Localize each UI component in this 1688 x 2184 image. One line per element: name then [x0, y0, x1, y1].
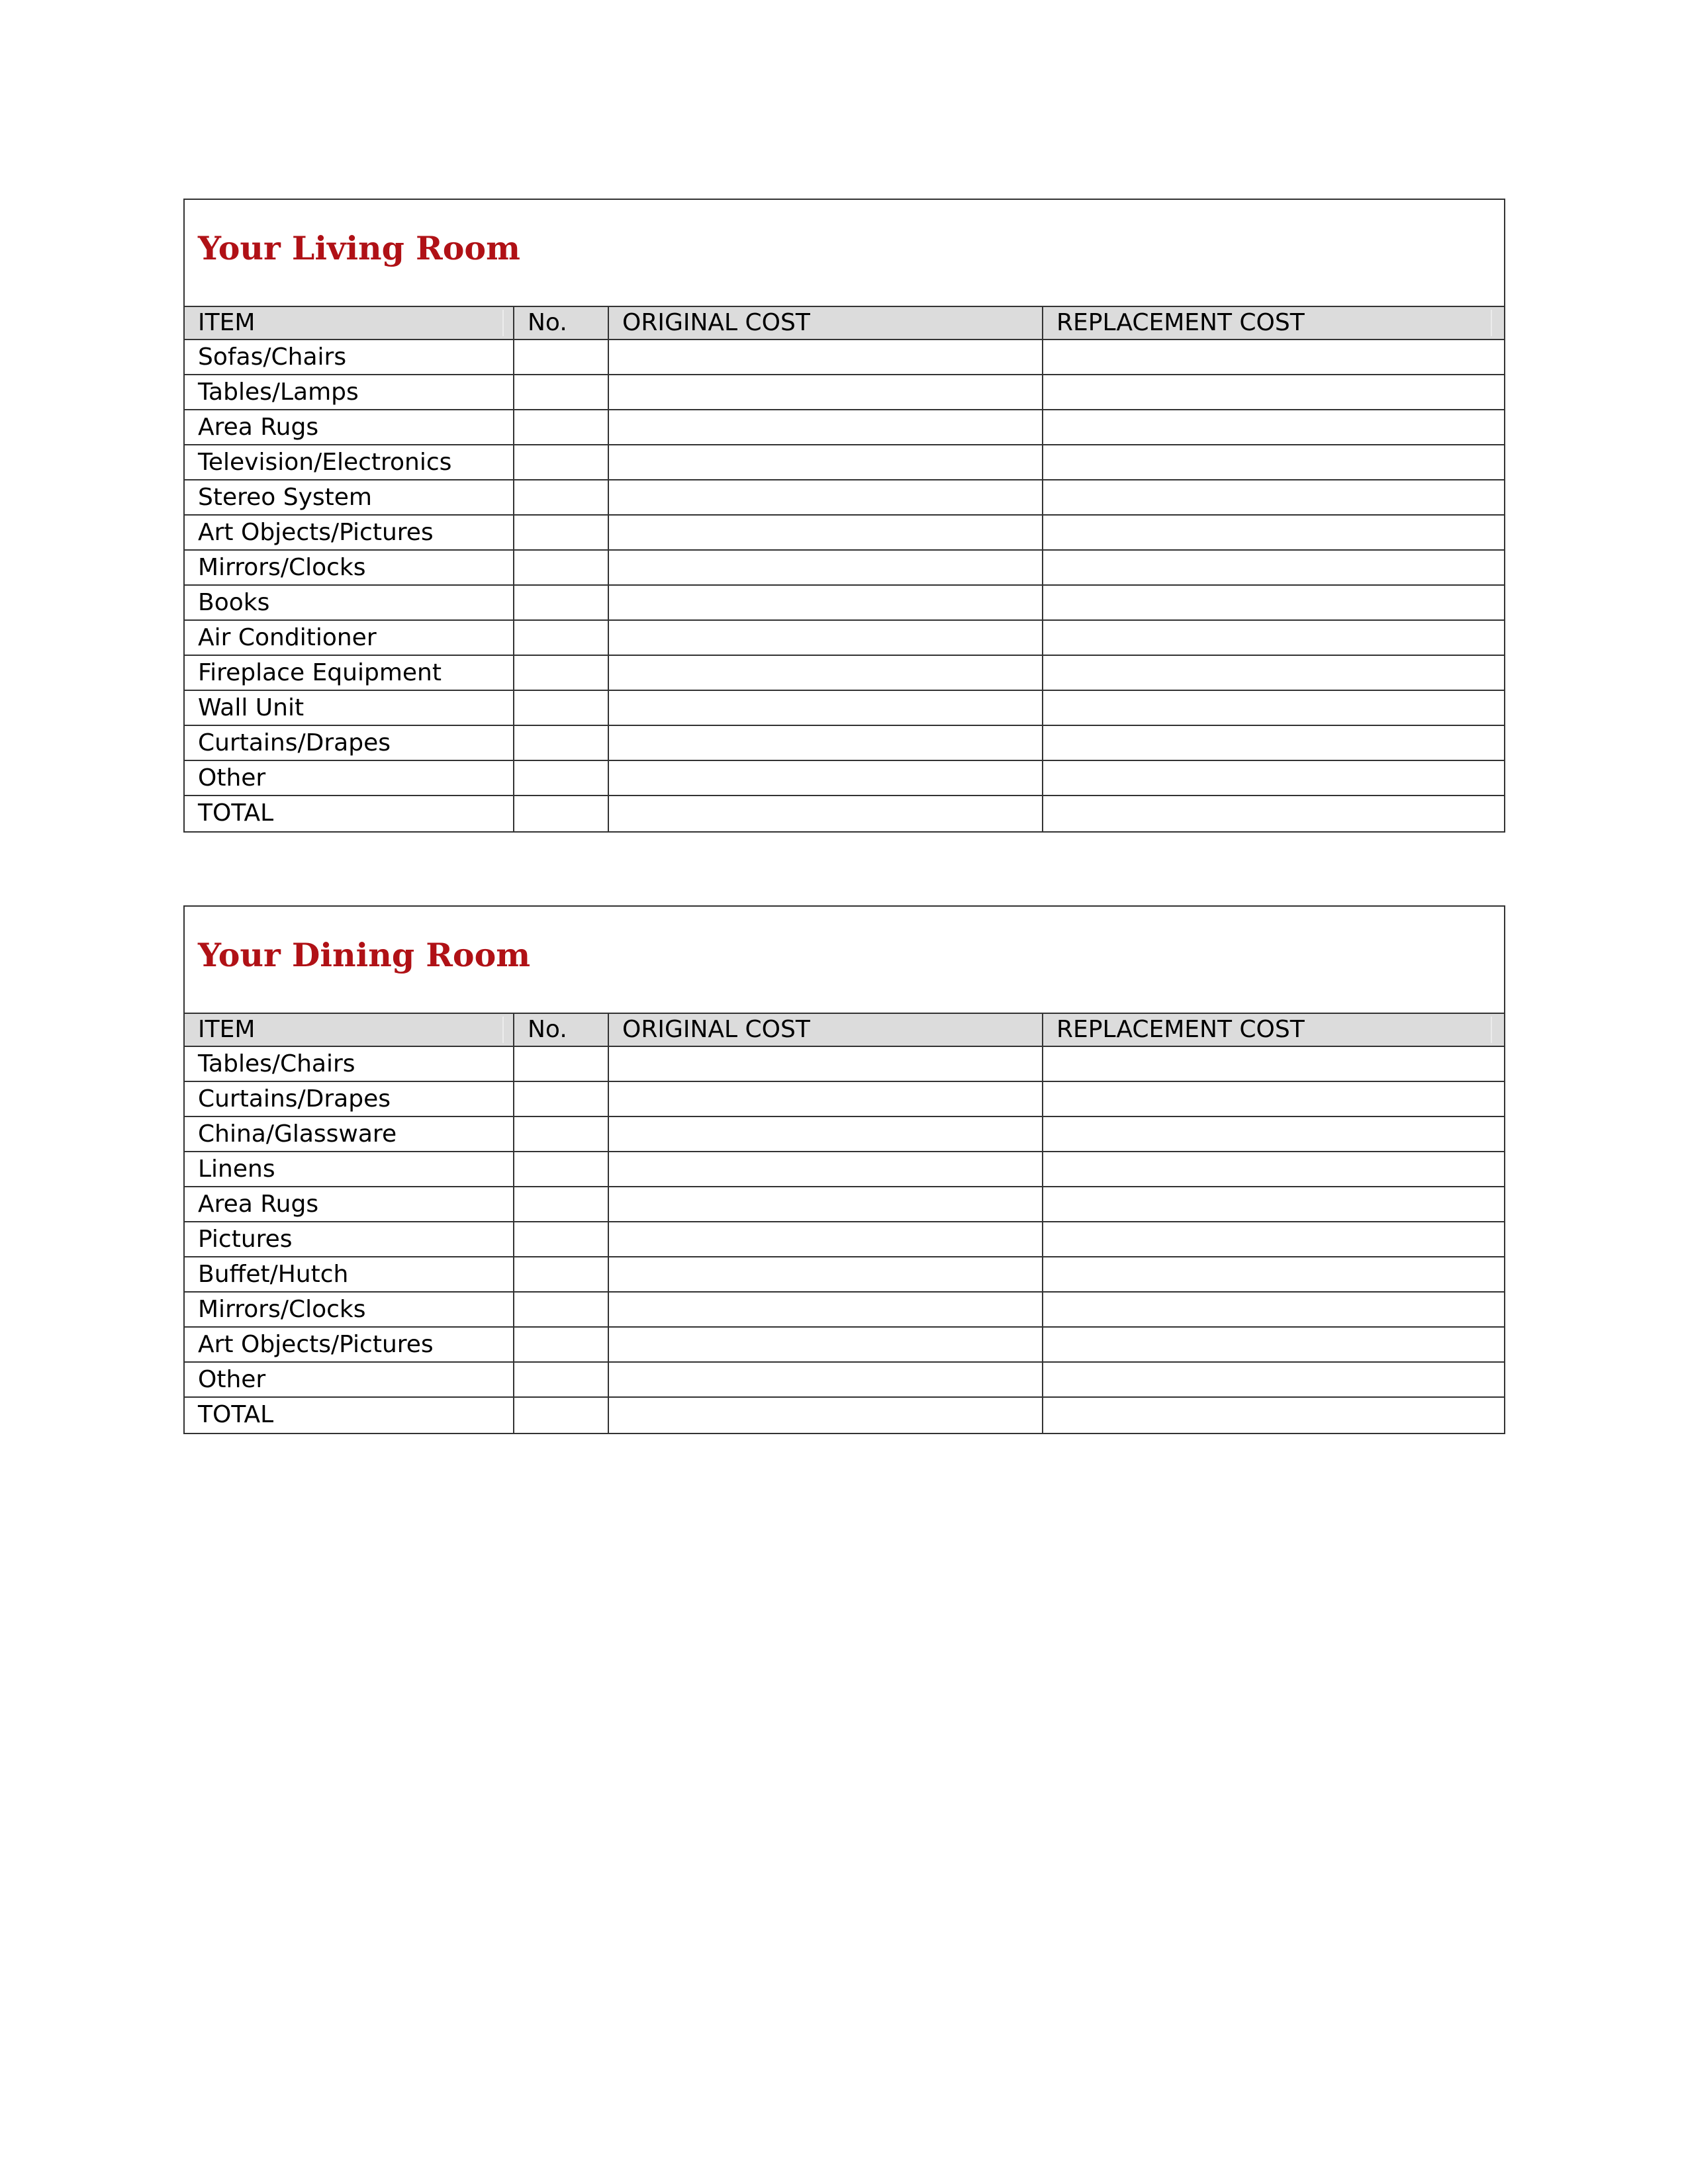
original-cost-cell[interactable] — [609, 691, 1043, 726]
replacement-cost-cell[interactable] — [1043, 656, 1504, 691]
item-cell: Other — [185, 1363, 514, 1398]
header-no: No. — [514, 307, 609, 340]
no-cell[interactable] — [514, 1257, 609, 1293]
no-cell[interactable] — [514, 761, 609, 796]
item-cell: Other — [185, 761, 514, 796]
item-cell: Art Objects/Pictures — [185, 516, 514, 551]
replacement-cost-cell[interactable] — [1043, 1222, 1504, 1257]
header-item: ITEM — [185, 307, 514, 340]
replacement-cost-cell[interactable] — [1043, 796, 1504, 831]
no-cell[interactable] — [514, 726, 609, 761]
no-cell[interactable] — [514, 445, 609, 480]
header-replacement-cost: REPLACEMENT COST — [1043, 307, 1504, 340]
original-cost-cell[interactable] — [609, 410, 1043, 445]
living-room-table — [185, 307, 1504, 831]
original-cost-cell[interactable] — [609, 1293, 1043, 1328]
original-cost-cell[interactable] — [609, 1187, 1043, 1222]
item-cell: Mirrors/Clocks — [185, 551, 514, 586]
replacement-cost-cell[interactable] — [1043, 1293, 1504, 1328]
no-cell[interactable] — [514, 1082, 609, 1117]
original-cost-cell[interactable] — [609, 1152, 1043, 1187]
no-cell[interactable] — [514, 621, 609, 656]
item-cell: Fireplace Equipment — [185, 656, 514, 691]
replacement-cost-cell[interactable] — [1043, 445, 1504, 480]
no-cell[interactable] — [514, 1187, 609, 1222]
item-cell: Wall Unit — [185, 691, 514, 726]
original-cost-cell[interactable] — [609, 445, 1043, 480]
replacement-cost-cell[interactable] — [1043, 1363, 1504, 1398]
item-cell: Air Conditioner — [185, 621, 514, 656]
item-cell: Mirrors/Clocks — [185, 1293, 514, 1328]
item-cell: Pictures — [185, 1222, 514, 1257]
living-room-title-box — [185, 200, 1504, 307]
item-cell: Curtains/Drapes — [185, 1082, 514, 1117]
replacement-cost-cell[interactable] — [1043, 410, 1504, 445]
original-cost-cell[interactable] — [609, 656, 1043, 691]
item-cell: Linens — [185, 1152, 514, 1187]
header-replacement-cost: REPLACEMENT COST — [1043, 1014, 1504, 1047]
item-cell: Buffet/Hutch — [185, 1257, 514, 1293]
replacement-cost-cell[interactable] — [1043, 1328, 1504, 1363]
dining-room-title-box — [185, 907, 1504, 1014]
item-cell: Area Rugs — [185, 1187, 514, 1222]
original-cost-cell[interactable] — [609, 1363, 1043, 1398]
replacement-cost-cell[interactable] — [1043, 621, 1504, 656]
no-cell[interactable] — [514, 1293, 609, 1328]
no-cell[interactable] — [514, 1222, 609, 1257]
item-cell: China/Glassware — [185, 1117, 514, 1152]
item-cell: Art Objects/Pictures — [185, 1328, 514, 1363]
header-item: ITEM — [185, 1014, 514, 1047]
original-cost-cell[interactable] — [609, 480, 1043, 516]
header-original-cost: ORIGINAL COST — [609, 307, 1043, 340]
item-cell: Area Rugs — [185, 410, 514, 445]
item-cell: Tables/Lamps — [185, 375, 514, 410]
replacement-cost-cell[interactable] — [1043, 1082, 1504, 1117]
dining-room-section — [183, 905, 1505, 1434]
replacement-cost-cell[interactable] — [1043, 761, 1504, 796]
replacement-cost-cell[interactable] — [1043, 340, 1504, 375]
dining-room-table — [185, 1014, 1504, 1433]
original-cost-cell[interactable] — [609, 586, 1043, 621]
replacement-cost-cell[interactable] — [1043, 726, 1504, 761]
item-cell: Books — [185, 586, 514, 621]
header-no: No. — [514, 1014, 609, 1047]
replacement-cost-cell[interactable] — [1043, 1398, 1504, 1433]
no-cell[interactable] — [514, 375, 609, 410]
replacement-cost-cell[interactable] — [1043, 1117, 1504, 1152]
original-cost-cell[interactable] — [609, 1082, 1043, 1117]
replacement-cost-cell[interactable] — [1043, 551, 1504, 586]
no-cell[interactable] — [514, 1363, 609, 1398]
original-cost-cell[interactable] — [609, 1398, 1043, 1433]
replacement-cost-cell[interactable] — [1043, 586, 1504, 621]
no-cell[interactable] — [514, 340, 609, 375]
original-cost-cell[interactable] — [609, 1047, 1043, 1082]
item-cell: TOTAL — [185, 796, 514, 831]
no-cell[interactable] — [514, 1117, 609, 1152]
no-cell[interactable] — [514, 586, 609, 621]
item-cell: TOTAL — [185, 1398, 514, 1433]
original-cost-cell[interactable] — [609, 340, 1043, 375]
no-cell[interactable] — [514, 410, 609, 445]
original-cost-cell[interactable] — [609, 1222, 1043, 1257]
no-cell[interactable] — [514, 1328, 609, 1363]
replacement-cost-cell[interactable] — [1043, 1257, 1504, 1293]
original-cost-cell[interactable] — [609, 1328, 1043, 1363]
original-cost-cell[interactable] — [609, 516, 1043, 551]
no-cell[interactable] — [514, 656, 609, 691]
replacement-cost-cell[interactable] — [1043, 516, 1504, 551]
no-cell[interactable] — [514, 516, 609, 551]
header-original-cost: ORIGINAL COST — [609, 1014, 1043, 1047]
replacement-cost-cell[interactable] — [1043, 375, 1504, 410]
original-cost-cell[interactable] — [609, 761, 1043, 796]
original-cost-cell[interactable] — [609, 621, 1043, 656]
no-cell[interactable] — [514, 1047, 609, 1082]
item-cell: Sofas/Chairs — [185, 340, 514, 375]
original-cost-cell[interactable] — [609, 551, 1043, 586]
living-room-section — [183, 199, 1505, 833]
replacement-cost-cell[interactable] — [1043, 1187, 1504, 1222]
original-cost-cell[interactable] — [609, 375, 1043, 410]
no-cell[interactable] — [514, 1152, 609, 1187]
replacement-cost-cell[interactable] — [1043, 1047, 1504, 1082]
original-cost-cell[interactable] — [609, 726, 1043, 761]
replacement-cost-cell[interactable] — [1043, 1152, 1504, 1187]
no-cell[interactable] — [514, 796, 609, 831]
item-cell: Curtains/Drapes — [185, 726, 514, 761]
replacement-cost-cell[interactable] — [1043, 691, 1504, 726]
no-cell[interactable] — [514, 551, 609, 586]
living-room-title: Your Living Room — [198, 229, 520, 267]
item-cell: Stereo System — [185, 480, 514, 516]
no-cell[interactable] — [514, 691, 609, 726]
no-cell[interactable] — [514, 1398, 609, 1433]
original-cost-cell[interactable] — [609, 1257, 1043, 1293]
original-cost-cell[interactable] — [609, 1117, 1043, 1152]
item-cell: Television/Electronics — [185, 445, 514, 480]
no-cell[interactable] — [514, 480, 609, 516]
dining-room-title: Your Dining Room — [198, 936, 531, 974]
replacement-cost-cell[interactable] — [1043, 480, 1504, 516]
item-cell: Tables/Chairs — [185, 1047, 514, 1082]
original-cost-cell[interactable] — [609, 796, 1043, 831]
